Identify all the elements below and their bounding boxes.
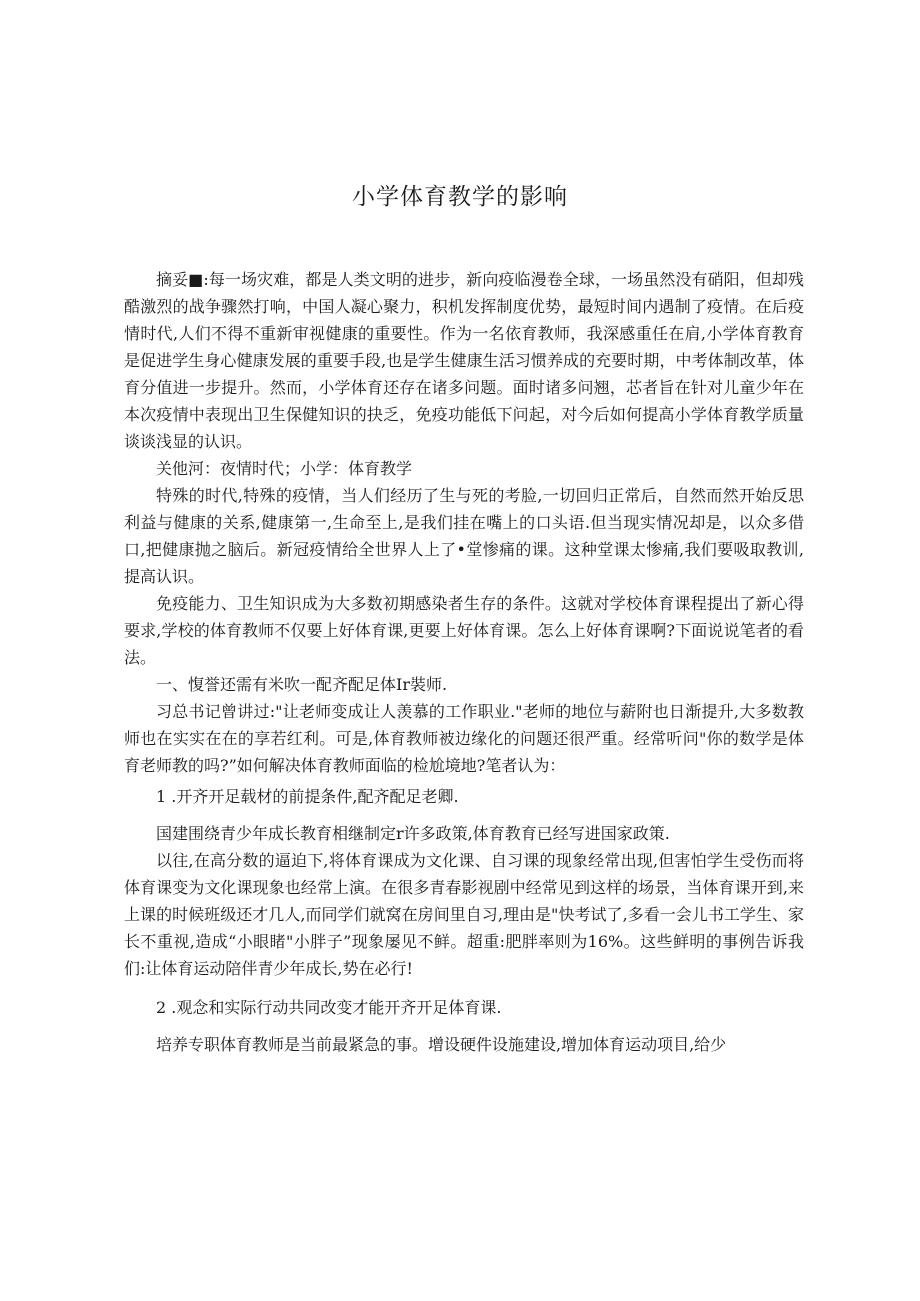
numbered-heading: 2 .观念和实际行动共同改变才能开齐开足体育课. <box>156 998 502 1017</box>
body-paragraph: 习总书记曾讲过:"让老师变成让人羡慕的工作职业."老师的地位与薪附也日渐提升,大多数教师也在实实在在的享若红利。可是,体育教师被边缘化的问题还很严重。经常听问"你的数学是体育老师教的吗?”如何解决体育教师面临的检尬境地?笔者认为： <box>124 702 804 775</box>
document-body <box>124 266 804 1058</box>
numbered-heading: 1 .开齐开足载材的前提条件,配齐配足老卿. <box>156 787 459 806</box>
body-paragraph: 免疫能力、卫生知识成为大多数初期感染者生存的条件。这就对学校体育课程提出了新心得要求,学校的体育教师不仅要上好体育课,更要上好体育课。怎么上好体育课啊?下面说说笔者的看法。 <box>124 594 804 667</box>
section-heading: 一、愎誉还需有米吹一配齐配足体Ir裝师. <box>156 675 448 694</box>
body-paragraph: 以往,在高分数的逼迫下,将体育课成为文化课、自习课的现象经常出现,但害怕学生受伤而将体育课变为文化课现象也经常上演。在很多青春影视剧中经常见到这样的场景，当体育课开到,来上课的时候班级还才几人,而同学们就窝在房间里自习,理由是"快考试了,多看一会儿书工学生、家长不重视,造成“小眼睹"小胖子”现象屡见不鲜。超重:肥胖率则为16%。这些鲜明的事例告诉我们:让体育运动陪伴青少年成长,势在必行! <box>124 851 804 978</box>
keywords-paragraph: 关他河：夜情时代；小学：体育教学 <box>156 459 413 478</box>
body-paragraph: 培养专职体育教师是当前最紧急的事。增设硬件设施建设,增加体育运动项目,给少 <box>156 1035 727 1054</box>
document-title: 小学体育教学的影响 <box>352 184 568 210</box>
abstract-paragraph: 摘妥■:每一场灾难，都是人类文明的进步，新向疫临漫卷全球，一场虽然没有硝阳，但却残酷激烈的战争骤然打响，中国人凝心聚力，积机发挥制度优势，最短时间内遇制了疫情。在后疫情时代,人们不得不重新审视健康的重要性。作为一名依育教师，我深感重任在肩,小学体育教育是促进学生身心健康发展的重要手段,也是学生健康生活习惯养成的充要时期，中考体制改革，体育分值进一步提升。然而，小学体育还存在诸多问题。面时诸多问翘，芯者旨在针对儿童少年在本次疫情中表现出卫生保健知识的抉乏，免疫功能低下问起，对今后如何提高小学体育教学质量谈谈浅显的认识。 <box>124 270 804 451</box>
body-paragraph: 特殊的时代,特殊的疫情，当人们经历了生与死的考脸,一切回归正常后，自然而然开始反思利益与健康的关系,健康第一,生命至上,是我们挂在嘴上的口头语.但当现实情况却是，以众多借口,把健康抛之脑后。新冠疫情给全世界人上了•堂惨痛的课。这种堂课太惨痛,我们要吸取教训,提高认识。 <box>124 486 804 586</box>
body-paragraph: 国建围绕青少年成长教育相继制定r许多政策,体育教育已经写进国家政策. <box>156 824 670 843</box>
